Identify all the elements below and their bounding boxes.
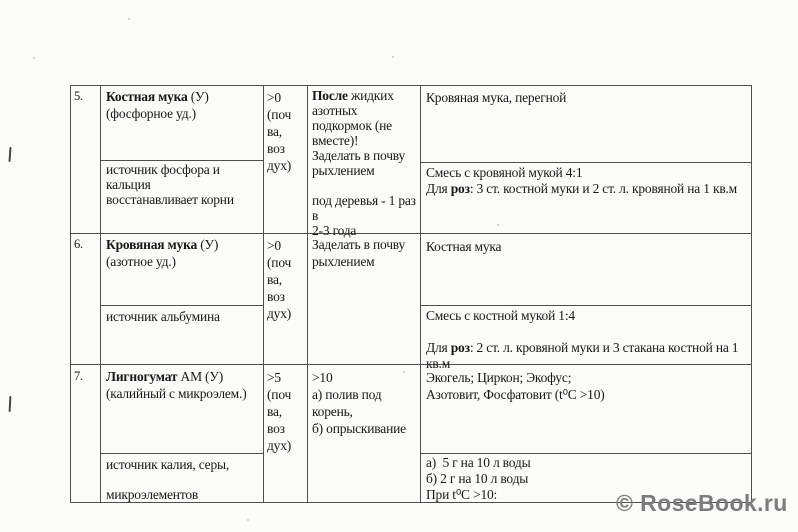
scan-speck (497, 224, 499, 226)
fertilizer-type: (азотное уд.) (106, 254, 176, 269)
row-6-description (106, 309, 260, 324)
application-line: б) опрыскивание (312, 421, 406, 436)
table-gridline-col3 (307, 86, 308, 502)
fertilizer-name-bold: Костная мука (106, 89, 188, 104)
temperature-line: дух) (267, 438, 292, 453)
compatibility-line: Костная мука (426, 239, 502, 254)
temperature-line: воз (267, 421, 285, 436)
description-line: источник фосфора и (106, 162, 220, 177)
fertilizer-type: (калийный с микроэлем.) (106, 386, 247, 401)
application-bold: После (312, 88, 348, 103)
temperature-line: >5 (267, 370, 281, 385)
table-subline-row5-notes (421, 162, 751, 163)
fertilizer-name-bold: Кровяная мука (106, 237, 198, 252)
application-line: >10 (312, 370, 333, 385)
scan-speck (392, 56, 394, 58)
temperature-line: >0 (267, 90, 281, 105)
dose-bold: роз (450, 340, 470, 355)
row-6-number: 6. (74, 237, 83, 251)
row-7-temperature (267, 369, 307, 454)
row-6-temperature (267, 237, 307, 322)
mix-line: Смесь с кровяной мукой 4:1 (426, 165, 583, 180)
row-6-application (312, 236, 418, 270)
watermark: © RoseBook.ru (616, 490, 788, 516)
temperature-line: >0 (267, 238, 281, 253)
row-7-application (312, 369, 418, 437)
application-line: подкормок (не (312, 118, 392, 133)
application-line: корень, (312, 404, 353, 419)
application-tail: жидких (347, 88, 394, 103)
application-line: рыхлением (312, 254, 375, 269)
temperature-line: воз (267, 141, 285, 156)
fertilizer-name-tail: (У) (197, 237, 219, 252)
application-line: 2-3 года (312, 223, 357, 238)
compatibility-line: Азотовит, Фосфатовит (t⁰C >10) (426, 387, 605, 402)
scan-speck (247, 519, 249, 521)
dosage-line: При t⁰C >10: (426, 487, 498, 502)
scan-speck (33, 57, 35, 59)
scan-speck (128, 18, 130, 20)
application-line: в (312, 208, 319, 223)
dosage-line: б) 2 г на 10 л воды (426, 471, 529, 486)
temperature-line: ва, (267, 272, 282, 287)
application-line: под деревья - 1 раз (312, 193, 416, 208)
rose-dose-line (426, 181, 748, 197)
mix-line: Смесь с костной мукой 1:4 (426, 308, 575, 323)
dose-bold: роз (450, 181, 470, 196)
dosage-line: а) 5 г на 10 л воды (426, 455, 531, 470)
application-line: Заделать в почву (312, 148, 406, 163)
temperature-line: (поч (267, 255, 292, 270)
description-blank-line (106, 472, 260, 487)
application-line: азотных (312, 103, 358, 118)
dose-post: : 2 ст. л. кровяной муки и 3 стакана костной на 1 кв.м (426, 340, 739, 371)
rose-dose-line (426, 340, 748, 372)
application-line: а) полив под (312, 387, 382, 402)
row-7-fertilizer-name (106, 368, 260, 402)
row-6-fertilizer-name (106, 236, 260, 270)
row-6-compatibility (426, 238, 748, 255)
margin-pen-mark (8, 147, 11, 162)
dose-pre: Для (426, 181, 451, 196)
description-line: источник альбумина (106, 309, 220, 324)
compatibility-line: Экогель; Циркон; Экофус; (426, 370, 572, 385)
row-7-compatibility (426, 369, 748, 403)
row-5-mix-recipe (426, 165, 748, 197)
table-subline-row7-notes (421, 453, 751, 454)
temperature-line: дух) (267, 306, 292, 321)
table-subline-row6-notes (421, 305, 751, 306)
table-subline-row5-name (100, 160, 264, 161)
temperature-line: воз (267, 289, 285, 304)
fertilizer-type: (фосфорное уд.) (106, 106, 196, 121)
row-5-application (312, 88, 418, 238)
temperature-line: ва, (267, 124, 282, 139)
table-gridline-col4 (420, 86, 421, 502)
scan-speck (403, 371, 405, 373)
dose-pre: Для (426, 340, 451, 355)
temperature-line: дух) (267, 158, 292, 173)
dose-post: : 3 ст. костной муки и 2 ст. л. кровяной на 1 кв.м (469, 181, 738, 196)
application-blank-line (312, 178, 418, 193)
fertilizer-name-tail: АМ (У) (177, 369, 223, 384)
row-5-temperature (267, 89, 307, 174)
table-subline-row7-name (100, 453, 264, 454)
table-gridline-col2 (263, 86, 264, 502)
row-5-compatibility (426, 89, 748, 106)
table-gridline-col1 (100, 86, 101, 502)
temperature-line: (поч (267, 107, 292, 122)
row-6-mix-recipe (426, 308, 748, 372)
fertilizer-name-tail: (У) (187, 89, 209, 104)
row-7-number: 7. (74, 369, 83, 383)
compatibility-line: Кровяная мука, перегной (426, 90, 567, 105)
margin-pen-mark (9, 396, 12, 412)
row-5-number: 5. (74, 89, 83, 103)
application-line: рыхлением (312, 163, 375, 178)
description-line: кальция (106, 177, 151, 192)
mix-blank-line (426, 324, 748, 340)
row-5-fertilizer-name (106, 88, 260, 122)
description-line: восстанавливает корни (106, 192, 234, 207)
row-7-description (106, 457, 260, 502)
temperature-line: (поч (267, 387, 292, 402)
application-line: вместе)! (312, 133, 359, 148)
description-line: микроэлементов (106, 487, 199, 502)
fertilizer-name-bold: Лигногумат (106, 369, 178, 384)
table-subline-row6-name (100, 305, 264, 306)
application-line: Заделать в почву (312, 237, 406, 252)
row-5-description (106, 162, 260, 207)
temperature-line: ва, (267, 404, 282, 419)
description-line: источник калия, серы, (106, 457, 230, 472)
